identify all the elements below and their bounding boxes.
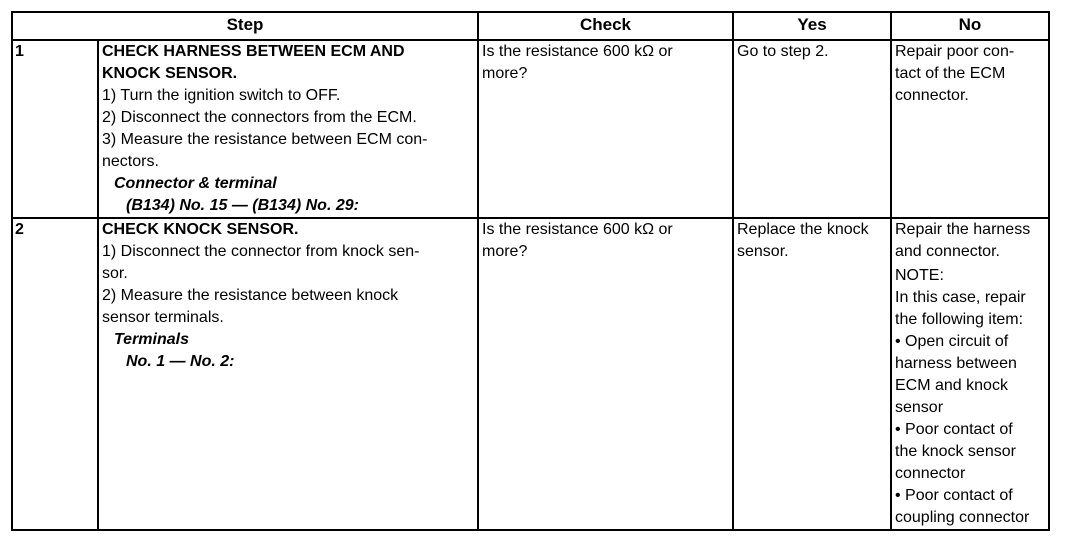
step-description [98, 218, 478, 530]
no-text: Repair poor con- [895, 43, 1015, 60]
step-number: 1 [12, 40, 98, 218]
no-cell [891, 40, 1049, 218]
note-line: the following item: [895, 311, 1024, 328]
check-text: Is the resistance 600 kΩ or [482, 43, 673, 60]
no-text: connector. [895, 87, 969, 104]
note-line: • Open circuit of [895, 333, 1009, 350]
step-instruction: 3) Measure the resistance between ECM con- [102, 131, 428, 148]
note-line: • Poor contact of [895, 421, 1013, 438]
no-cell [891, 218, 1049, 530]
no-text: Repair the harness [895, 221, 1031, 238]
yes-text: sensor. [737, 243, 789, 260]
check-text: more? [482, 243, 528, 260]
note-line: In this case, repair [895, 289, 1026, 306]
check-cell [478, 218, 733, 530]
terminals-label: Terminals [114, 331, 189, 348]
note-line: connector [895, 465, 966, 482]
header-step: Step [12, 12, 478, 40]
step-number: 2 [12, 218, 98, 530]
yes-cell [733, 218, 891, 530]
table-row [12, 218, 1049, 530]
step-instruction: 1) Disconnect the connector from knock sen- [102, 243, 420, 260]
check-text: more? [482, 65, 528, 82]
note-line: • Poor contact of [895, 487, 1013, 504]
step-instruction: sor. [102, 265, 128, 282]
step-instruction: 2) Disconnect the connectors from the ECM. [102, 109, 417, 126]
check-cell [478, 40, 733, 218]
header-yes: Yes [733, 12, 891, 40]
step-instruction: sensor terminals. [102, 309, 224, 326]
yes-text: Replace the knock [737, 221, 869, 238]
step-title: CHECK KNOCK SENSOR. [102, 221, 299, 238]
check-text: Is the resistance 600 kΩ or [482, 221, 673, 238]
step-instruction: 2) Measure the resistance between knock [102, 287, 399, 304]
connector-label: Connector & terminal [114, 175, 277, 192]
header-no: No [891, 12, 1049, 40]
terminals-value: No. 1 — No. 2: [126, 353, 235, 370]
header-row [12, 12, 1049, 40]
step-description [98, 40, 478, 218]
note-line: coupling connector [895, 509, 1030, 526]
step-title: CHECK HARNESS BETWEEN ECM AND [102, 43, 405, 60]
no-text: and connector. [895, 243, 1000, 260]
no-text: tact of the ECM [895, 65, 1006, 82]
diagnostic-table [11, 11, 1050, 531]
header-check: Check [478, 12, 733, 40]
note-line: sensor [895, 399, 944, 416]
note-line: harness between [895, 355, 1017, 372]
note-line: the knock sensor [895, 443, 1016, 460]
yes-cell: Go to step 2. [733, 40, 891, 218]
note-label: NOTE: [895, 267, 944, 284]
step-instruction: nectors. [102, 153, 159, 170]
step-instruction: 1) Turn the ignition switch to OFF. [102, 87, 341, 104]
note-line: ECM and knock [895, 377, 1008, 394]
table-row [12, 40, 1049, 218]
step-title: KNOCK SENSOR. [102, 65, 238, 82]
connector-value: (B134) No. 15 — (B134) No. 29: [126, 197, 359, 214]
